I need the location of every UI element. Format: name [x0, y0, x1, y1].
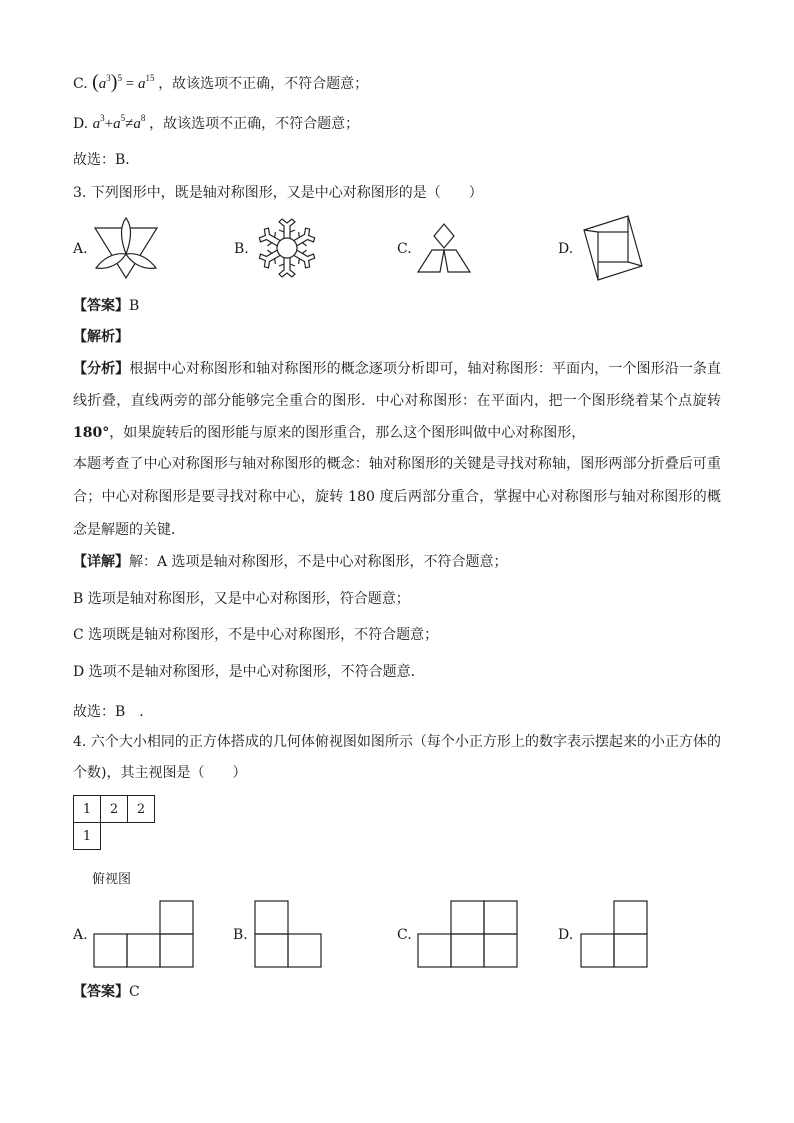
fenxi-text-2: ，如果旋转后的图形能与原来的图形重合，那么这个图形叫做中心对称图形， — [109, 425, 586, 441]
fenxi-text-1: 根据中心对称图形和轴对称图形的概念逐项分析即可，轴对称图形：平面内，一个图形沿一条直线折叠，直线两旁的部分能够完全重合的图形．中心对称图形：在平面内，把一个图形绕着某个点旋转 — [73, 361, 722, 409]
q3-figure-c — [416, 222, 472, 274]
q3-figure-a — [90, 218, 162, 280]
answer-label: 【答案】 — [73, 298, 129, 314]
q4-stem: 4. 六个大小相同的正方体搭成的几何体俯视图如图所示（每个小正方形上的数字表示摆起来的小正方体的个数)，其主视图是（ ） — [73, 734, 721, 781]
option-c-label: C. — [73, 76, 88, 92]
q4-figure-b — [254, 899, 334, 969]
answer-label: 【答案】 — [73, 984, 129, 1000]
q4-option-c-label: C. — [397, 927, 412, 943]
option-c-line — [73, 72, 368, 94]
option-d-label: D. — [73, 116, 89, 132]
q3-final-answer: 故选：B ． — [73, 704, 154, 720]
cube-face — [418, 934, 451, 967]
fenxi-bold-angle: 180° — [73, 425, 110, 441]
detail-label: 【详解】 — [73, 554, 129, 570]
q3-stem: 3. 下列图形中，既是轴对称图形，又是中心对称图形的是（ ） — [73, 185, 483, 201]
cube-face — [451, 901, 484, 934]
cube-face — [160, 901, 193, 934]
q3-fenxi-paragraph — [73, 353, 721, 449]
cube-face — [160, 934, 193, 967]
cube-face — [451, 934, 484, 967]
option-d-explanation: ，故该选项不正确，不符合题意； — [149, 116, 360, 132]
q4-grid-caption: 俯视图 — [92, 872, 132, 887]
q3-figure-d — [576, 214, 646, 282]
grid-cell: 2 — [127, 795, 155, 823]
fenxi-label: 【分析】 — [73, 361, 130, 377]
cube-face — [484, 901, 517, 934]
cube-face — [127, 934, 160, 967]
q3-option-d-label: D. — [558, 241, 574, 257]
cube-face — [255, 934, 288, 967]
q4-option-b-label: B. — [233, 927, 248, 943]
q3-option-b-label: B. — [234, 241, 249, 257]
q4-figure-a — [93, 899, 203, 969]
q3-detail-c: C 选项既是轴对称图形，不是中心对称图形，不符合题意； — [73, 627, 439, 643]
cube-face — [255, 901, 288, 934]
q3-analysis-label: 【解析】 — [73, 329, 129, 345]
q3-review-paragraph: 本题考查了中心对称图形与轴对称图形的概念：轴对称图形的关键是寻找对称轴，图形两部分折叠后可重合；中心对称图形是要寻找对称中心，旋转 180 度后两部分重合，掌握中心对称图形与轴对称图形的概念是解题的关键． — [73, 456, 721, 538]
option-c-explanation: ，故该选项不正确，不符合题意； — [158, 76, 369, 92]
grid-cell: 1 — [73, 795, 101, 823]
q4-option-d-label: D. — [558, 927, 574, 943]
option-c-expression: $(a^3)^5 = a^{15}$ — [92, 71, 155, 93]
q4-answer — [73, 982, 140, 1002]
q3-option-a-label: A. — [73, 241, 88, 257]
cube-face — [614, 934, 647, 967]
q4-figure-d — [580, 899, 660, 969]
q4-option-a-label: A. — [73, 927, 88, 943]
answer-value: C — [129, 984, 140, 1000]
cube-face — [581, 934, 614, 967]
q4-figure-c — [417, 899, 527, 969]
q3-figure-b-snowflake — [252, 213, 322, 283]
previous-answer: 故选：B． — [73, 152, 140, 168]
grid-cell: 1 — [73, 822, 101, 850]
q3-detail-d: D 选项不是轴对称图形，是中心对称图形，不符合题意． — [73, 664, 425, 680]
q3-answer — [73, 296, 139, 316]
cube-face — [484, 934, 517, 967]
option-d-line — [73, 114, 359, 134]
cube-face — [614, 901, 647, 934]
answer-value: B — [129, 298, 140, 314]
cube-face — [94, 934, 127, 967]
option-d-expression: $a^3+a^5\ne a^8$ — [92, 113, 146, 132]
grid-cell: 2 — [100, 795, 128, 823]
q3-detail-a: 【详解】解：A 选项是轴对称图形，不是中心对称图形，不符合题意； — [73, 554, 508, 570]
q3-option-c-label: C. — [397, 241, 412, 257]
cube-face — [288, 934, 321, 967]
q3-detail-b: B 选项是轴对称图形，又是中心对称图形，符合题意； — [73, 591, 410, 607]
